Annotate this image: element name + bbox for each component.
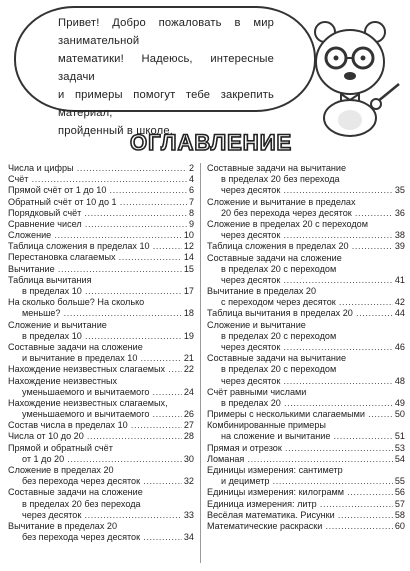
- toc-entry: [207, 443, 405, 454]
- toc-entry: [8, 454, 194, 465]
- toc-entry-title: Ломаная .....: [207, 454, 393, 465]
- toc-entry-title: Таблица сложения в пределах 20 .....: [207, 241, 393, 252]
- toc-page-number: 48: [394, 375, 405, 386]
- toc-entry-title: Счёт .....: [8, 174, 187, 185]
- toc-entry: [8, 197, 194, 208]
- toc-entry-title: в пределах 20 .....: [221, 398, 393, 409]
- toc-entry-line: в пределах 20 без перехода: [22, 498, 141, 509]
- toc-entry-line: Счёт равными числами: [207, 386, 307, 397]
- toc-entry-title: на сложение и вычитание .....: [221, 431, 393, 442]
- toc-entry-title: Прямая и отрезок .....: [207, 443, 393, 454]
- toc-entry: [207, 499, 405, 510]
- toc-entry-title: через десяток .....: [221, 342, 393, 353]
- toc-entry: [8, 253, 194, 264]
- toc-entry: [8, 353, 194, 364]
- toc-page-number: 50: [394, 409, 405, 420]
- toc-entry-title: Таблица сложения в пределах 10 .....: [8, 241, 182, 252]
- toc-page-number: 19: [183, 330, 194, 341]
- toc-page-number: 22: [183, 364, 194, 375]
- toc-entry-line: Вычитание в пределах 20: [207, 286, 317, 297]
- toc-page-number: 17: [183, 286, 194, 297]
- toc-page-number: 4: [188, 174, 194, 185]
- toc-entry-line: Сложение и вычитание: [207, 319, 306, 330]
- toc-page-number: 34: [183, 532, 194, 543]
- toc-page-number: 57: [394, 498, 405, 509]
- toc-entry-line: в пределах 20 с переходом: [221, 364, 337, 375]
- toc-page-number: 33: [183, 509, 194, 520]
- toc-entry-line: Вычитание в пределах 20: [8, 521, 118, 531]
- toc-page-number: 55: [394, 476, 405, 487]
- toc-page-number: 28: [183, 431, 194, 442]
- toc-entry-line: Составные задачи на сложение: [8, 342, 143, 352]
- toc-page-number: 14: [183, 252, 194, 263]
- toc-entry-title: Числа от 10 до 20 .....: [8, 431, 182, 442]
- toc-entry-title: Весёлая математика. Рисунки .....: [207, 510, 393, 521]
- toc-entry: [8, 185, 194, 196]
- toc-entry-line: Таблица вычитания: [8, 274, 92, 285]
- toc-page-number: 32: [183, 476, 194, 487]
- toc-page-number: 60: [394, 520, 405, 531]
- toc-right-column: [207, 163, 405, 532]
- toc-page-number: 21: [183, 353, 194, 364]
- toc-entry-line: Составные задачи на вычитание: [207, 163, 347, 173]
- toc-entry-line: Прямой и обратный счёт: [8, 442, 113, 453]
- toc-entry: [8, 308, 194, 319]
- toc-entry: [8, 230, 194, 241]
- toc-entry-title: уменьшаемого и вычитаемого .....: [22, 387, 182, 398]
- toc-entry-title: Прямой счёт от 1 до 10 .....: [8, 185, 187, 196]
- intro-line-2: математики! Надеюсь, интересные задачи: [58, 53, 274, 83]
- toc-entry: [8, 208, 194, 219]
- toc-entry: [207, 208, 405, 219]
- toc-entry-title: и вычитание в пределах 10 .....: [22, 353, 182, 364]
- toc-entry: [207, 185, 405, 196]
- toc-entry-line: Комбинированные примеры: [207, 420, 326, 431]
- toc-page-number: 18: [183, 308, 194, 319]
- toc-entry-title: без перехода через десяток .....: [22, 532, 182, 543]
- toc-entry-line: в пределах 20 без перехода: [221, 174, 340, 185]
- toc-entry: [207, 510, 405, 521]
- toc-page-number: 44: [394, 308, 405, 319]
- toc-entry: [8, 510, 194, 521]
- toc-page-number: 46: [394, 341, 405, 352]
- toc-entry: [207, 275, 405, 286]
- toc-page-number: 8: [188, 207, 194, 218]
- toc-entry-title: через десяток .....: [221, 185, 393, 196]
- toc-page-number: 54: [394, 453, 405, 464]
- toc-entry: [207, 376, 405, 387]
- toc-page-number: 39: [394, 241, 405, 252]
- toc-entry: [207, 342, 405, 353]
- toc-entry-title: с переходом через десяток .....: [221, 297, 393, 308]
- toc-entry: [207, 398, 405, 409]
- toc-entry-title: меньше? .....: [22, 308, 182, 319]
- intro-line-4: пройденный в школе.: [58, 125, 173, 137]
- toc-entry: [8, 174, 194, 185]
- toc-entry: [207, 432, 405, 443]
- toc-page-number: 35: [394, 185, 405, 196]
- toc-entry-line: Сложение и вычитание: [8, 319, 107, 330]
- toc-entry: [8, 387, 194, 398]
- intro-line-1: Привет! Добро пожаловать в мир занимательной: [58, 17, 274, 47]
- toc-entry-line: Единицы измерения: сантиметр: [207, 465, 343, 476]
- toc-entry: [8, 409, 194, 420]
- toc-page-number: 26: [183, 409, 194, 420]
- toc-entry-title: от 1 до 20 .....: [22, 454, 182, 465]
- toc-entry-line: Нахождение неизвестных слагаемых,: [8, 397, 168, 408]
- bear-teacher-illustration: [303, 14, 403, 138]
- toc-entry-title: Единица измерения: литр .....: [207, 499, 393, 510]
- intro-line-3: и примеры помогут тебе закрепить материал,: [58, 89, 274, 119]
- toc-entry-title: через десяток .....: [22, 510, 182, 521]
- toc-entry: [207, 487, 405, 498]
- toc-entry-line: Составные задачи на сложение: [8, 487, 143, 498]
- toc-page-number: 7: [188, 196, 194, 207]
- column-divider: [200, 163, 202, 563]
- toc-entry-line: в пределах 20 с переходом: [221, 263, 337, 274]
- toc-entry: [8, 219, 194, 230]
- toc-entry-title: в пределах 10 .....: [22, 331, 182, 342]
- toc-entry: [207, 297, 405, 308]
- toc-entry-title: Таблица вычитания в пределах 20 .....: [207, 308, 393, 319]
- toc-page-number: 58: [394, 509, 405, 520]
- toc-entry-title: через десяток .....: [221, 230, 393, 241]
- toc-entry: [207, 241, 405, 252]
- toc-entry: [8, 241, 194, 252]
- page-title: ОГЛАВЛЕНИЕ: [130, 130, 293, 155]
- toc-entry-line: Составные задачи на вычитание: [207, 353, 347, 364]
- toc-entry: [8, 286, 194, 297]
- toc-page-number: 38: [394, 230, 405, 241]
- toc-entry: [8, 163, 194, 174]
- toc-entry-title: Перестановка слагаемых .....: [8, 252, 182, 263]
- toc-entry-title: без перехода через десяток .....: [22, 476, 182, 487]
- toc-entry: [207, 308, 405, 319]
- toc-entry-line: Сложение в пределах 20: [8, 465, 114, 476]
- toc-page-number: 51: [394, 431, 405, 442]
- toc-entry-line: в пределах 20 с переходом: [221, 330, 337, 341]
- toc-entry: [8, 476, 194, 487]
- toc-page-number: 30: [183, 453, 194, 464]
- toc-entry-title: Примеры с несколькими слагаемыми .....: [207, 409, 393, 420]
- toc-page-number: 24: [183, 386, 194, 397]
- toc-entry-line: Сложение и вычитание в пределах: [207, 196, 356, 207]
- toc-page-number: 9: [188, 218, 194, 229]
- toc-entry-title: Математические раскраски .....: [207, 521, 393, 532]
- toc-entry-title: Нахождение неизвестных слагаемых .....: [8, 364, 182, 375]
- toc-entry-title: через десяток .....: [221, 275, 393, 286]
- toc-page-number: 15: [183, 263, 194, 274]
- toc-page-number: 53: [394, 442, 405, 453]
- toc-entry-title: 20 без перехода через десяток .....: [221, 208, 393, 219]
- toc-page-number: 49: [394, 397, 405, 408]
- toc-entry-line: Составные задачи на сложение: [207, 252, 342, 263]
- toc-entry-title: Сложение .....: [8, 230, 182, 241]
- toc-entry: [8, 264, 194, 275]
- toc-page-number: 42: [394, 297, 405, 308]
- toc-entry-title: уменьшаемого и вычитаемого .....: [22, 409, 182, 420]
- toc-entry: [207, 454, 405, 465]
- toc-page-number: 27: [183, 420, 194, 431]
- toc-entry-title: Порядковый счёт .....: [8, 208, 187, 219]
- toc-page-number: 6: [188, 185, 194, 196]
- toc-left-column: [8, 163, 194, 543]
- toc-entry: [207, 521, 405, 532]
- toc-page-number: 56: [394, 487, 405, 498]
- toc-entry-title: через десяток .....: [221, 376, 393, 387]
- toc-entry-title: Обратный счёт от 10 до 1 .....: [8, 197, 187, 208]
- toc-entry-title: Единицы измерения: килограмм .....: [207, 487, 393, 498]
- toc-page-number: 2: [188, 162, 194, 173]
- toc-entry: [8, 364, 194, 375]
- toc-entry: [8, 432, 194, 443]
- toc-entry: [207, 409, 405, 420]
- toc-entry: [8, 331, 194, 342]
- toc-entry-line: Нахождение неизвестных: [8, 375, 118, 386]
- toc-entry-line: Сложение в пределах 20 с переходом: [207, 218, 368, 229]
- toc-entry-title: Числа и цифры .....: [8, 163, 187, 174]
- toc-page-number: 36: [394, 207, 405, 218]
- toc-entry: [207, 230, 405, 241]
- toc-entry: [8, 420, 194, 431]
- toc-entry-line: На сколько больше? На сколько: [8, 297, 145, 308]
- toc-entry-title: Вычитание .....: [8, 264, 182, 275]
- toc-entry-title: в пределах 10 .....: [22, 286, 182, 297]
- toc-page-number: 12: [183, 241, 194, 252]
- toc-entry: [8, 532, 194, 543]
- toc-page-number: 10: [183, 230, 194, 241]
- toc-entry-title: и дециметр .....: [221, 476, 393, 487]
- intro-text: [58, 14, 274, 140]
- toc-entry-title: Сравнение чисел .....: [8, 219, 187, 230]
- toc-page-number: 41: [394, 274, 405, 285]
- toc-entry: [207, 476, 405, 487]
- toc-entry-title: Состав числа в пределах 10 .....: [8, 420, 182, 431]
